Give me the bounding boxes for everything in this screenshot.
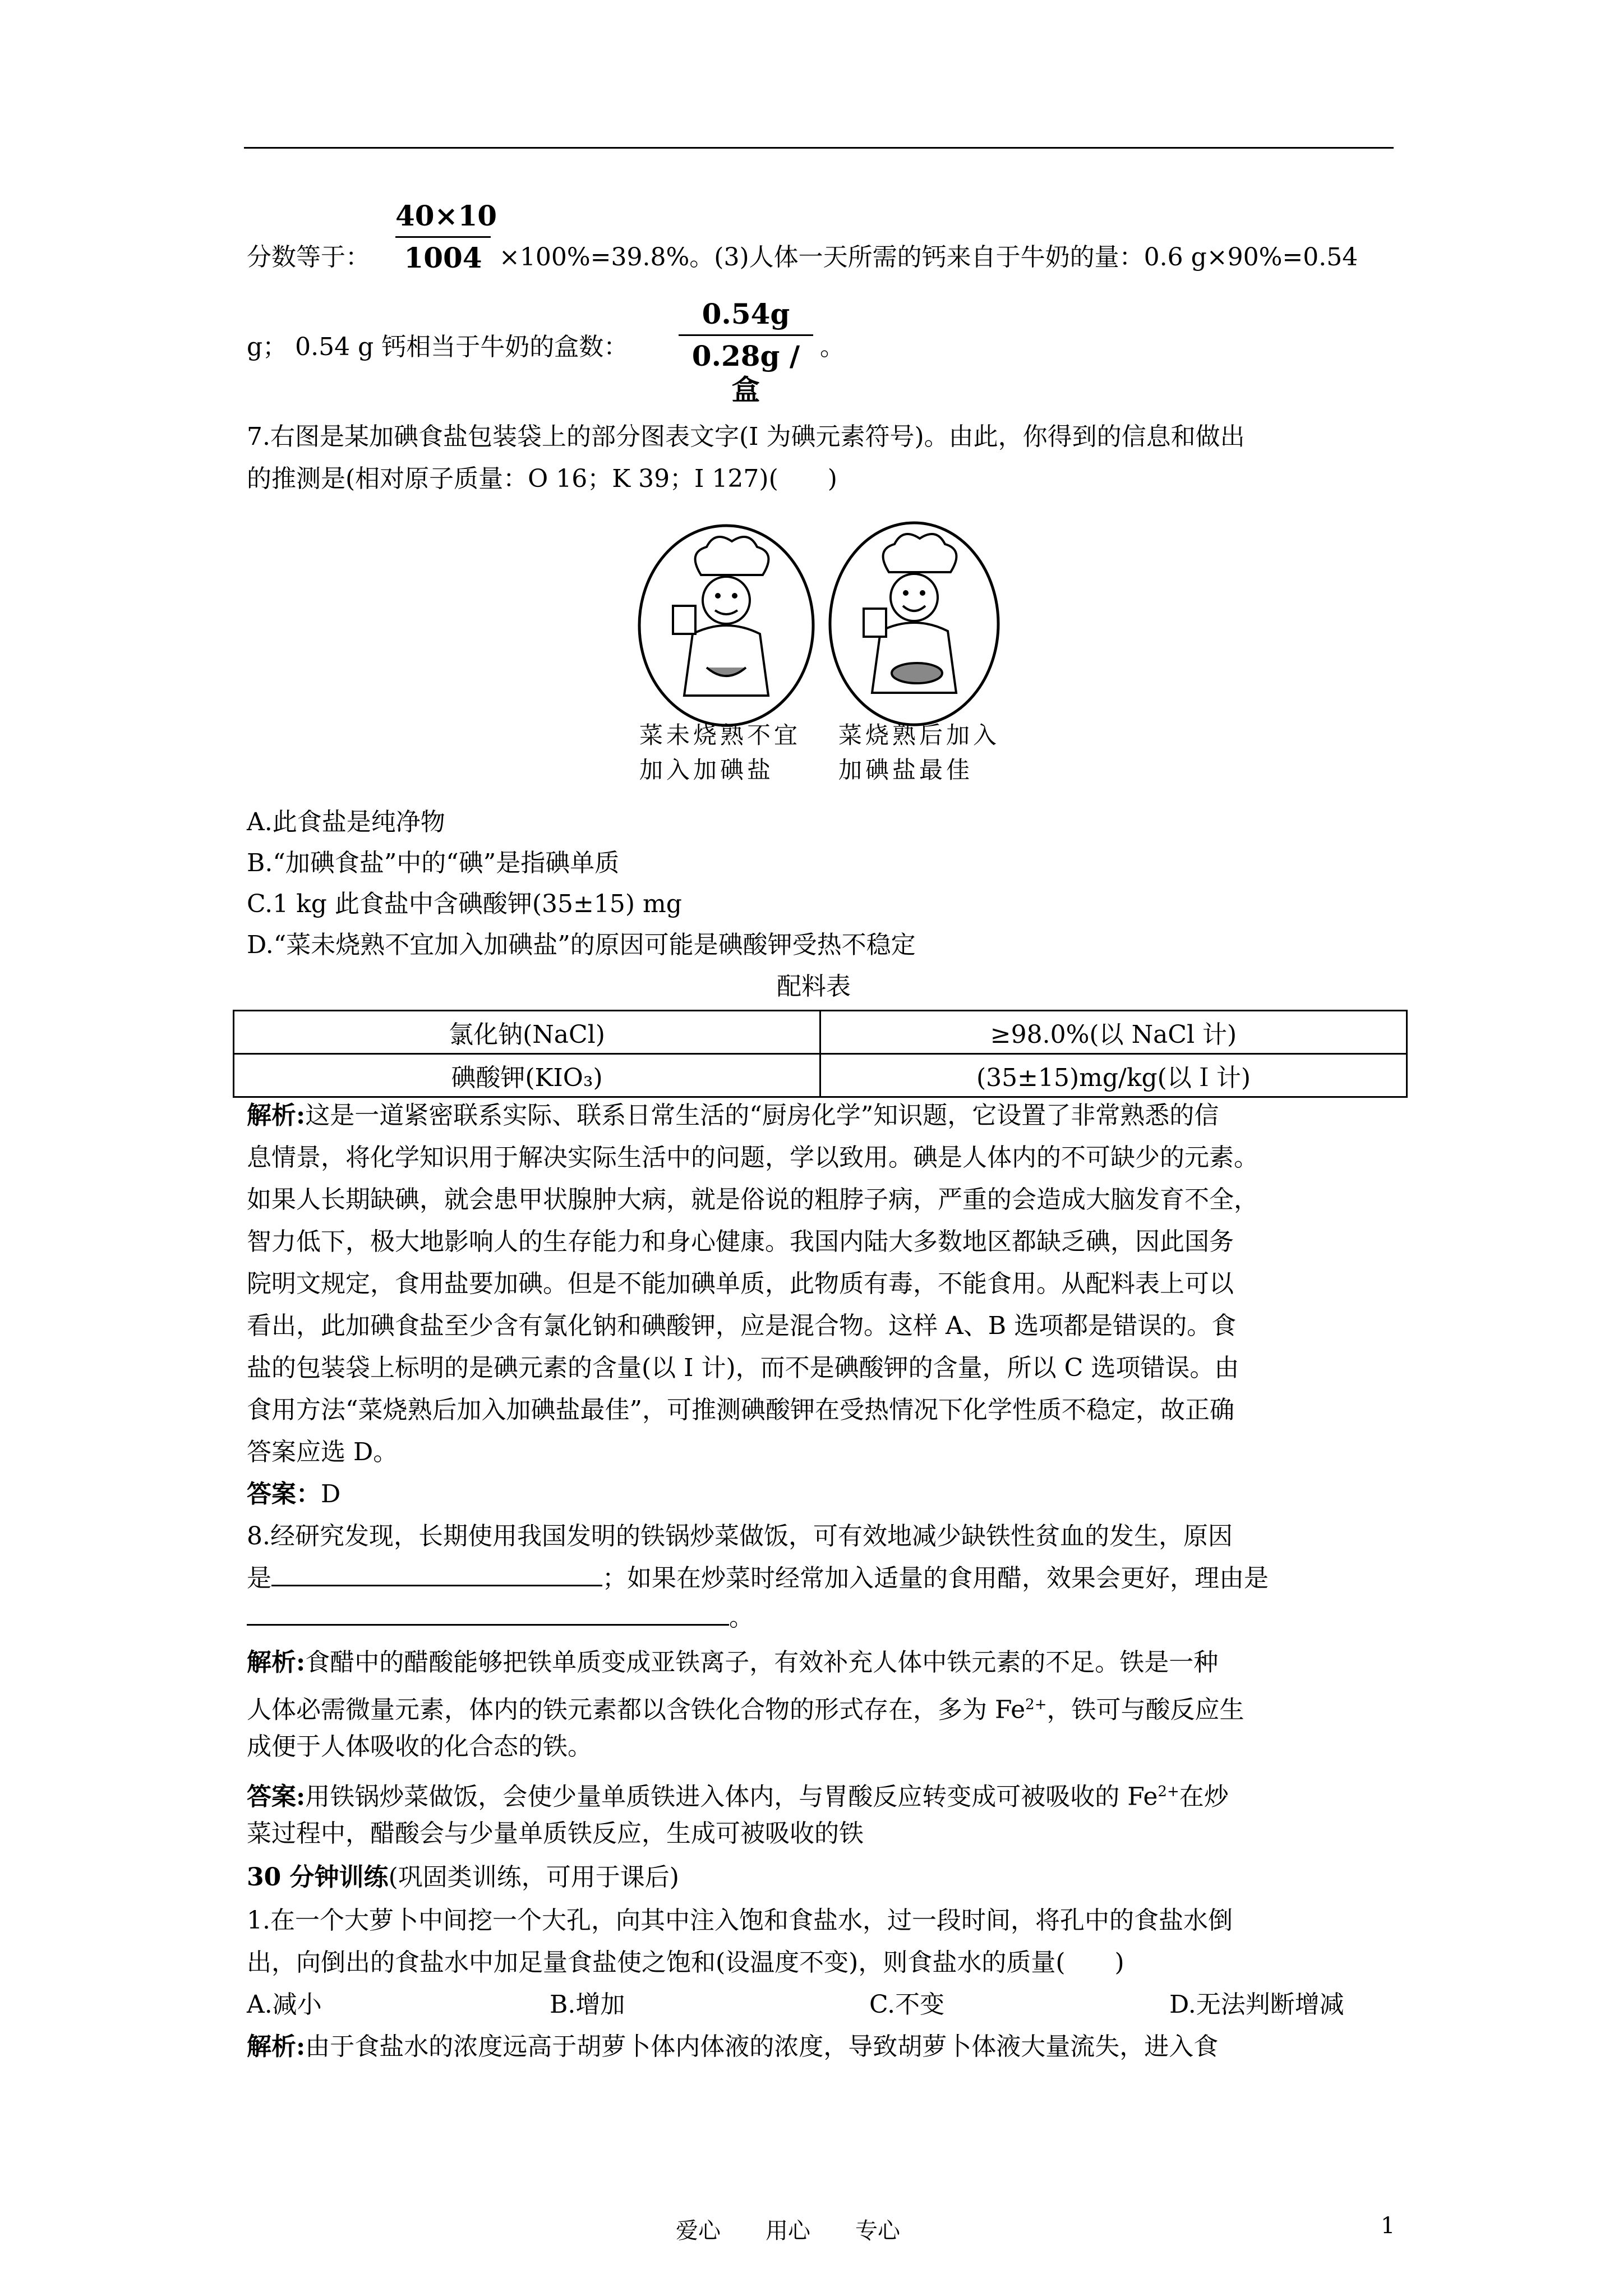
q8-line-3-end: 。 [729, 1603, 754, 1632]
caption-right-line-1: 菜烧熟后加入 [838, 721, 1000, 749]
superscript: 2+ [1158, 1783, 1179, 1800]
analysis-text: ，铁可与酸反应生 [1046, 1695, 1244, 1724]
calc-line-1-rest: ×100%=39.8%。(3)人体一天所需的钙来自于牛奶的量：0.6 g×90%=0.54 [499, 243, 1358, 272]
answer-blank-1[interactable] [271, 1562, 602, 1586]
caption-left-line-2: 加入加碘盐 [639, 756, 774, 784]
q8-line-2-start: 是 [247, 1564, 271, 1593]
fraction-2-numerator: 0.54g [702, 297, 790, 330]
caption-left-line-1: 菜未烧熟不宜 [639, 721, 801, 749]
footer-motto: 爱心 用心 专心 [676, 2218, 900, 2244]
q7-analysis-line-7: 盐的包装袋上标明的是碘元素的含量(以 I 计)，而不是碘酸钾的含量，所以 C 选项错误。由 [247, 1354, 1239, 1382]
q7-analysis-line-6: 看出，此加碘食盐至少含有氯化钠和碘酸钾，应是混合物。这样 A、B 选项都是错误的。食 [247, 1312, 1237, 1340]
q1-option-d: D.无法判断增减 [1169, 1990, 1344, 2019]
fraction-2-denominator: 0.28g / 盒 [691, 339, 800, 406]
fraction-1-bar [395, 236, 491, 238]
answer-text: 用铁锅炒菜做饭，会使少量单质铁进入体内，与胃酸反应转变成可被吸收的 Fe [305, 1782, 1158, 1811]
q8-answer-line-1 [247, 1775, 1229, 1814]
caption-right-line-2: 加碘盐最佳 [838, 756, 974, 784]
q7-option-a: A.此食盐是纯净物 [247, 808, 445, 836]
analysis-label: 解析: [247, 1648, 306, 1677]
q8-answer-line-2: 菜过程中，醋酸会与少量单质铁反应，生成可被吸收的铁 [247, 1819, 864, 1848]
header-rule [244, 147, 1394, 149]
analysis-text: 食醋中的醋酸能够把铁单质变成亚铁离子，有效补充人体中铁元素的不足。铁是一种 [305, 1648, 1219, 1677]
q7-analysis-line-1 [247, 1099, 1219, 1132]
chef-illustration-right [824, 519, 1004, 729]
answer-blank-2[interactable] [247, 1602, 729, 1626]
q7-option-b: B.“加碘食盐”中的“碘”是指碘单质 [247, 849, 620, 877]
q1-line-2: 出，向倒出的食盐水中加足量食盐使之饱和(设温度不变)，则食盐水的质量( ) [247, 1948, 1124, 1977]
q7-answer [247, 1478, 340, 1511]
table-title: 配料表 [777, 972, 851, 1001]
table-cell: 氯化钠(NaCl) [234, 1011, 820, 1054]
analysis-label: 解析: [247, 2032, 306, 2061]
fraction-2-bar [679, 334, 813, 336]
answer-text: 在炒 [1179, 1782, 1229, 1811]
table-cell: (35±15)mg/kg(以Ｉ计) [820, 1054, 1407, 1097]
fraction-1-numerator: 40×10 [395, 199, 497, 232]
q1-line-1: 1.在一个大萝卜中间挖一个大孔，向其中注入饱和食盐水，过一段时间，将孔中的食盐水倒 [247, 1906, 1233, 1935]
calc-line-2 [247, 331, 628, 364]
q7-option-c: C.1 kg 此食盐中含碘酸钾(35±15) mg [247, 890, 682, 918]
answer-label: 答案: [247, 1782, 306, 1811]
q7-analysis-line-5: 院明文规定，食用盐要加碘。但是不能加碘单质，此物质有毒，不能食用。从配料表上可以 [247, 1269, 1234, 1298]
page-number: 1 [1381, 2213, 1395, 2239]
image-caption-right [838, 718, 1000, 788]
q1-analysis-line-1 [247, 2031, 1218, 2063]
q7-line-1: 7.右图是某加碘食盐包装袋上的部分图表文字(I 为碘元素符号)。由此，你得到的信息和做出 [247, 422, 1245, 451]
calc-line-1 [247, 241, 370, 274]
answer-text: D [321, 1480, 341, 1508]
section-title [247, 1861, 679, 1894]
fraction-1 [395, 199, 497, 275]
section-title-rest: (巩固类训练，可用于课后) [388, 1863, 679, 1892]
table-row [234, 1054, 1407, 1097]
q1-option-a: A.减小 [247, 1990, 322, 2019]
fraction-1-denominator: 1004 [404, 241, 482, 274]
q7-analysis-line-2: 息情景，将化学知识用于解决实际生活中的问题，学以致用。碘是人体内的不可缺少的元素。 [247, 1143, 1258, 1172]
calc-prefix-2: g； 0.54 g 钙相当于牛奶的盒数： [247, 333, 629, 361]
q7-option-d: D.“菜未烧熟不宜加入加碘盐”的原因可能是碘酸钾受热不稳定 [247, 931, 916, 959]
q8-line-3 [247, 1602, 754, 1634]
q1-option-b: B.增加 [550, 1990, 625, 2019]
table-cell: ≥98.0%(以 NaCl 计) [820, 1011, 1407, 1054]
q8-line-2-end: ；如果在炒菜时经常加入适量的食用醋，效果会更好，理由是 [602, 1564, 1269, 1593]
q7-analysis-line-9: 答案应选 D。 [247, 1438, 398, 1466]
image-caption-left [639, 718, 801, 788]
q8-line-1: 8.经研究发现，长期使用我国发明的铁锅炒菜做饭，可有效地减少缺铁性贫血的发生，原因 [247, 1522, 1233, 1550]
superscript: 2+ [1025, 1696, 1047, 1713]
q8-line-2 [247, 1562, 1269, 1595]
q7-analysis-line-4: 智力低下，极大地影响人的生存能力和身心健康。我国内陆大多数地区都缺乏碘，因此国务 [247, 1227, 1234, 1256]
chef-illustration-left [634, 522, 819, 729]
analysis-text: 由于食盐水的浓度远高于胡萝卜体内体液的浓度，导致胡萝卜体液大量流失，进入食 [305, 2032, 1219, 2061]
analysis-text: 这是一道紧密联系实际、联系日常生活的“厨房化学”知识题，它设置了非常熟悉的信 [305, 1101, 1219, 1130]
q7-line-2: 的推测是(相对原子质量：O 16；K 39；I 127)( ) [247, 464, 837, 493]
q7-analysis-line-8: 食用方法“菜烧熟后加入加碘盐最佳”，可推测碘酸钾在受热情况下化学性质不稳定，故正确 [247, 1396, 1234, 1424]
table-cell: 碘酸钾(KIO₃) [234, 1054, 820, 1097]
answer-label: 答案： [247, 1480, 321, 1508]
q7-analysis-line-3: 如果人长期缺碘，就会患甲状腺肿大病，就是俗说的粗脖子病，严重的会造成大脑发育不全， [247, 1185, 1258, 1214]
analysis-text: 人体必需微量元素，体内的铁元素都以含铁化合物的形式存在，多为 Fe [247, 1695, 1026, 1724]
q8-analysis-line-3: 成便于人体吸收的化合态的铁。 [247, 1732, 592, 1761]
q8-analysis-line-1 [247, 1646, 1218, 1679]
section-title-bold: 30 分钟训练 [247, 1863, 389, 1892]
calc-line-2-end: 。 [820, 333, 845, 361]
table-row [234, 1011, 1407, 1054]
analysis-label: 解析: [247, 1101, 306, 1130]
q1-option-c: C.不变 [869, 1990, 945, 2019]
ingredient-table [233, 1010, 1408, 1098]
fraction-2 [679, 297, 813, 407]
calc-prefix-1: 分数等于： [247, 243, 370, 272]
q8-analysis-line-2 [247, 1688, 1244, 1727]
